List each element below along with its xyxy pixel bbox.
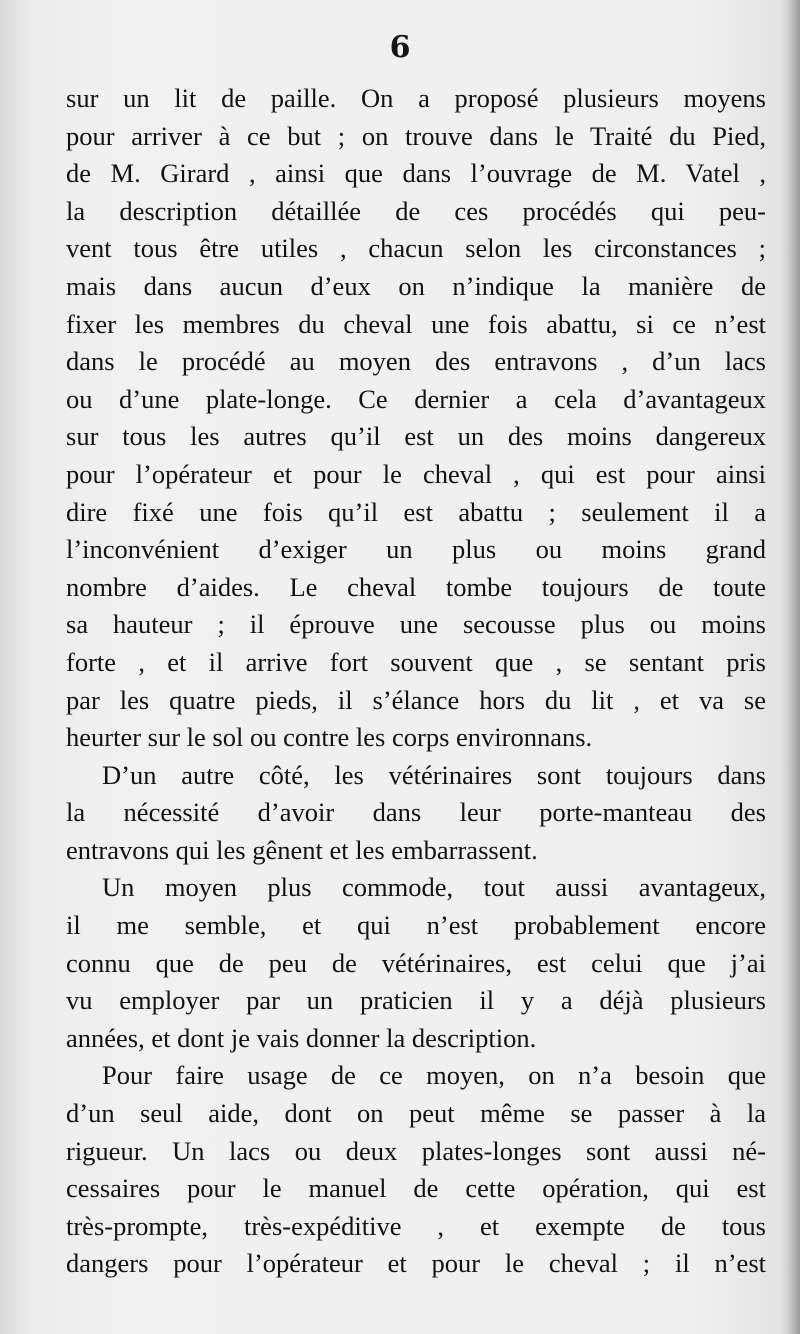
text-line: sur tous les autres qu’il est un des moins dangereux <box>66 421 766 452</box>
text-line: ou d’une plate-longe. Ce dernier a cela d’avantageux <box>66 383 766 414</box>
text-line: années, et dont je vais donner la description. <box>66 1022 537 1053</box>
text-line: nombre d’aides. Le cheval tombe toujours de toute <box>66 571 766 602</box>
paragraph-first-line: Pour faire usage de ce moyen, on n’a besoin que <box>102 1060 766 1091</box>
text-line: vent tous être utiles , chacun selon les circonstances ; <box>66 233 766 264</box>
text-line: vu employer par un praticien il y a déjà plusieurs <box>66 985 766 1016</box>
text-line: cessaires pour le manuel de cette opération, qui est <box>66 1173 766 1204</box>
text-line: fixer les membres du cheval une fois abattu, si ce n’est <box>66 308 766 339</box>
text-line: pour l’opérateur et pour le cheval , qui est pour ainsi <box>66 458 766 489</box>
paragraph-first-line: D’un autre côté, les vétérinaires sont toujours dans <box>102 759 766 790</box>
text-line: heurter sur le sol ou contre les corps environnans. <box>66 722 593 753</box>
text-line: mais dans aucun d’eux on n’indique la manière de <box>66 270 766 301</box>
text-line: par les quatre pieds, il s’élance hors du lit , et va se <box>66 684 766 715</box>
text-line: la nécessité d’avoir dans leur porte-manteau des <box>66 797 766 828</box>
text-line: connu que de peu de vétérinaires, est celui que j’ai <box>66 947 766 978</box>
text-line: d’un seul aide, dont on peut même se passer à la <box>66 1098 766 1129</box>
text-line: forte , et il arrive fort souvent que , se sentant pris <box>66 646 766 677</box>
text-line: de M. Girard , ainsi que dans l’ouvrage de M. Vatel , <box>66 158 766 189</box>
paragraph-first-line: Un moyen plus commode, tout aussi avantageux, <box>102 872 766 903</box>
text-line: dire fixé une fois qu’il est abattu ; seulement il a <box>66 496 766 527</box>
page-number: 6 <box>389 30 411 65</box>
text-line: dans le procédé au moyen des entravons , d’un lacs <box>66 346 766 377</box>
text-line: rigueur. Un lacs ou deux plates-longes sont aussi né- <box>66 1135 766 1166</box>
text-line: l’inconvénient d’exiger un plus ou moins grand <box>66 534 766 565</box>
text-line: très-prompte, très-expéditive , et exempte de tous <box>66 1210 766 1241</box>
text-line: la description détaillée de ces procédés qui peu- <box>66 195 766 226</box>
body-text <box>66 80 766 1283</box>
text-line: entravons qui les gênent et les embarrassent. <box>66 834 538 865</box>
text-line: dangers pour l’opérateur et pour le cheval ; il n’est <box>66 1248 766 1279</box>
text-line: sur un lit de paille. On a proposé plusieurs moyens <box>66 83 766 113</box>
text-line: il me semble, et qui n’est probablement encore <box>66 910 766 941</box>
text-line: pour arriver à ce but ; on trouve dans le Traité du Pied, <box>66 120 766 151</box>
text-line: sa hauteur ; il éprouve une secousse plus ou moins <box>66 609 766 640</box>
